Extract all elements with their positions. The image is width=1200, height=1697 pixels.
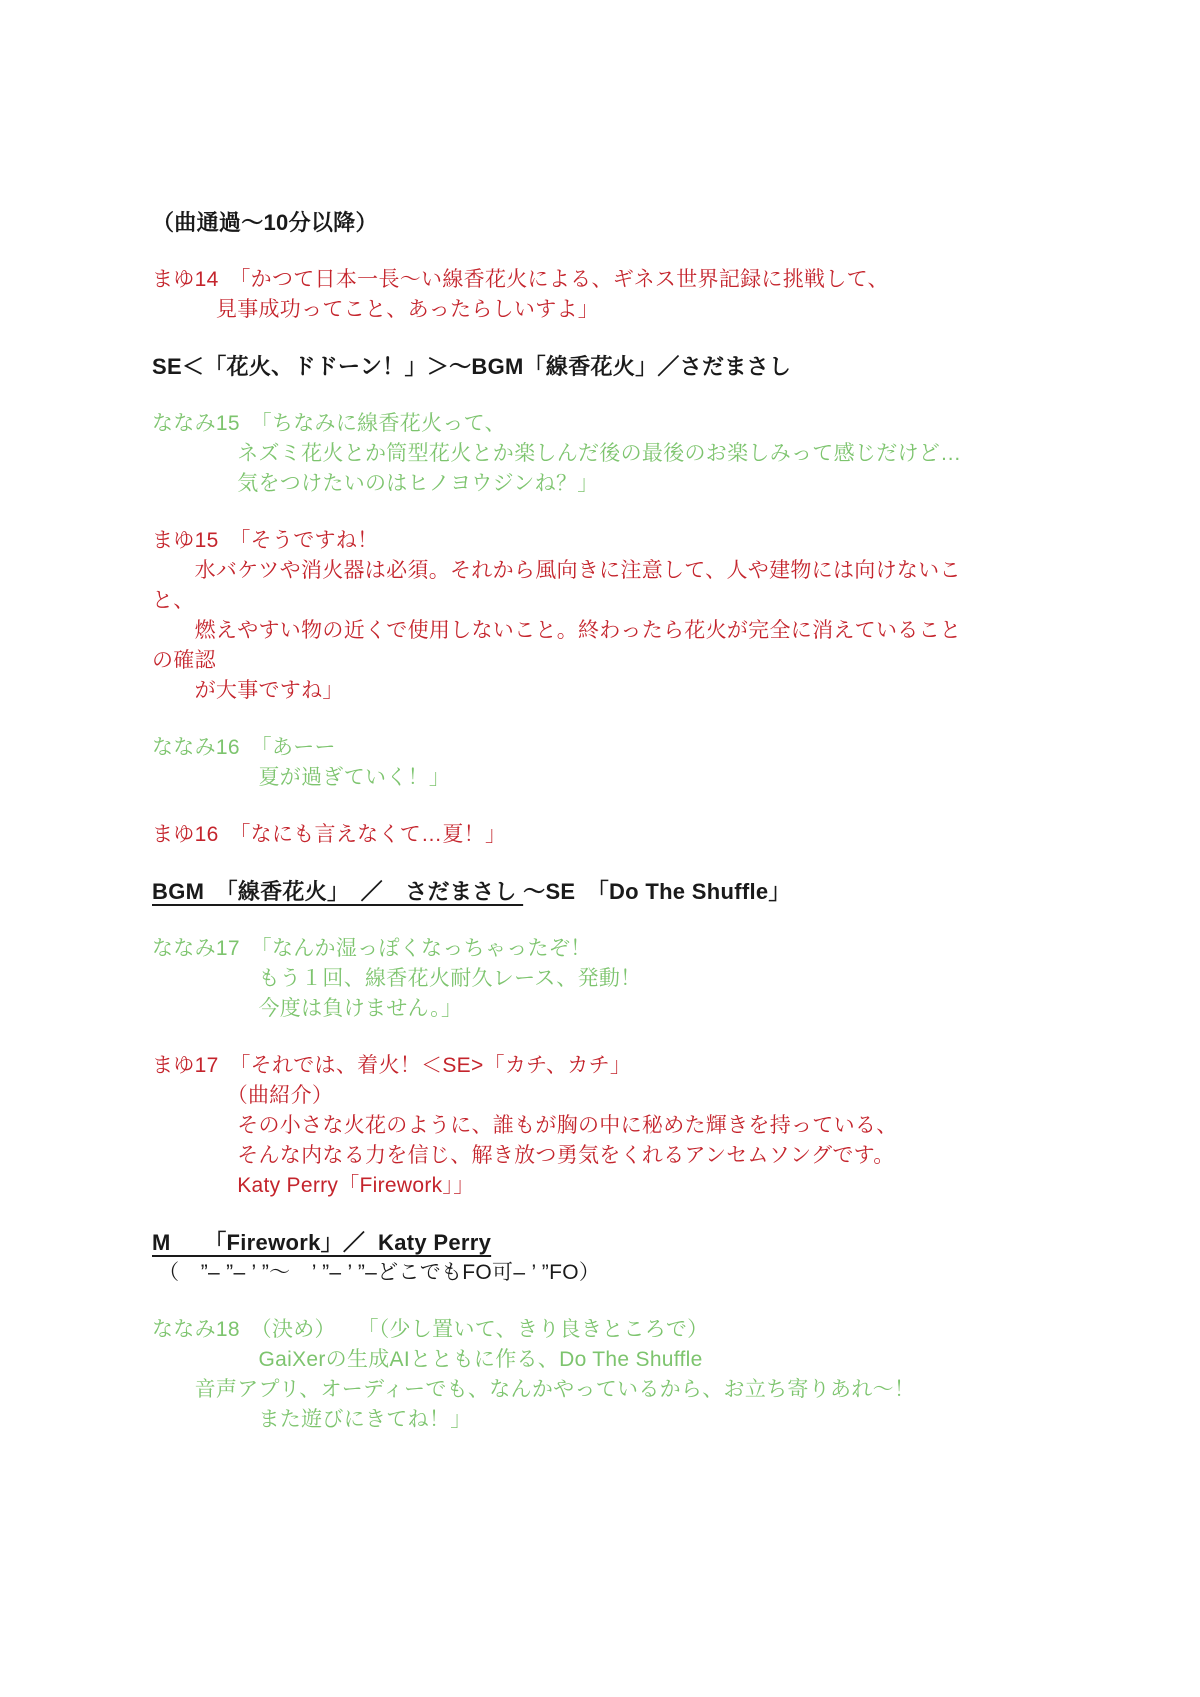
dialogue-line: 見事成功ってこと、あったらしいすよ」 <box>152 298 600 321</box>
cue-se-fireworks <box>152 352 1160 382</box>
dialogue-line: 水バケツや消火器は必須。それから風向きに注意して、人や建物には向けないこ <box>152 559 961 582</box>
dialogue-line: まゆ15 「そうですね！ <box>152 529 379 552</box>
dialogue-line: GaiXerの生成AIとともに作る、Do The Shuffle <box>152 1348 703 1371</box>
cue-line <box>152 1228 1160 1258</box>
dialogue-line: の確認 <box>152 649 216 672</box>
dialogue-mayu14 <box>152 265 1160 325</box>
dialogue-nanami18 <box>152 1315 1160 1435</box>
dialogue-line: ななみ18 （決め） 「（少し置いて、きり良きところで） <box>152 1318 709 1341</box>
dialogue-line: ななみ15 「ちなみに線香花火って、 <box>152 412 506 435</box>
dialogue-line: （曲紹介） <box>152 1084 334 1107</box>
dialogue-line: もう１回、線香花火耐久レース、発動！ <box>152 967 642 990</box>
cue-bgm-se-shuffle <box>152 877 1160 907</box>
dialogue-mayu16 <box>152 820 1160 850</box>
dialogue-line: ななみ16 「あーー <box>152 736 336 759</box>
dialogue-nanami15 <box>152 409 1160 499</box>
dialogue-line: 音声アプリ、オーディーでも、なんかやっているから、お立ち寄りあれ〜！ <box>152 1378 916 1401</box>
dialogue-nanami17 <box>152 934 1160 1024</box>
dialogue-line: ネズミ花火とか筒型花火とか楽しんだ後の最後のお楽しみって感じだけど… <box>152 442 962 465</box>
dialogue-line: まゆ16 「なにも言えなくて…夏！」 <box>152 823 507 846</box>
dialogue-line: が大事ですね」 <box>152 679 344 702</box>
dialogue-line: 今度は負けません。」 <box>152 997 463 1020</box>
cue-underlined-part: M 「Firework」／ Katy Perry <box>152 1230 492 1255</box>
dialogue-line: その小さな火花のように、誰もが胸の中に秘めた輝きを持っている、 <box>152 1114 898 1137</box>
fade-note: （ ”– ”– ’ ”〜 ’ ”– ’ ”–どこでもFO可– ’ ”FO） <box>152 1261 601 1284</box>
dialogue-line: 気をつけたいのはヒノヨウジンね？」 <box>152 472 599 495</box>
dialogue-nanami16 <box>152 733 1160 793</box>
dialogue-line: また遊びにきてね！」 <box>152 1408 472 1431</box>
dialogue-line: と、 <box>152 589 195 612</box>
cue-line: SE＜「花火、ドドーン！」＞〜BGM「線香花火」／さだまさし <box>152 354 792 379</box>
cue-line <box>152 877 1160 907</box>
dialogue-line: 夏が過ぎていく！」 <box>152 766 451 789</box>
timing-note-text: （曲通過〜10分以降） <box>152 210 378 235</box>
dialogue-line: 燃えやすい物の近くで使用しないこと。終わったら花火が完全に消えていること <box>152 619 962 642</box>
dialogue-mayu15 <box>152 526 1160 706</box>
dialogue-line: まゆ17 「それでは、着火！＜SE>「カチ、カチ」 <box>152 1054 632 1077</box>
dialogue-line: まゆ14 「かつて日本一長〜い線香花火による、ギネス世界記録に挑戦して、 <box>152 268 889 291</box>
cue-music-firework <box>152 1228 1160 1288</box>
dialogue-line: Katy Perry「Firework」」 <box>152 1174 475 1197</box>
dialogue-line: ななみ17 「なんか湿っぽくなっちゃったぞ！ <box>152 937 592 960</box>
cue-underlined-part: BGM 「線香花火」 ／ さだまさし <box>152 879 524 904</box>
timing-note <box>152 208 1160 238</box>
cue-rest-part: 〜SE 「Do The Shuffle」 <box>523 879 791 904</box>
dialogue-line: そんな内なる力を信じ、解き放つ勇気をくれるアンセムソングです。 <box>152 1144 895 1167</box>
dialogue-mayu17 <box>152 1051 1160 1201</box>
